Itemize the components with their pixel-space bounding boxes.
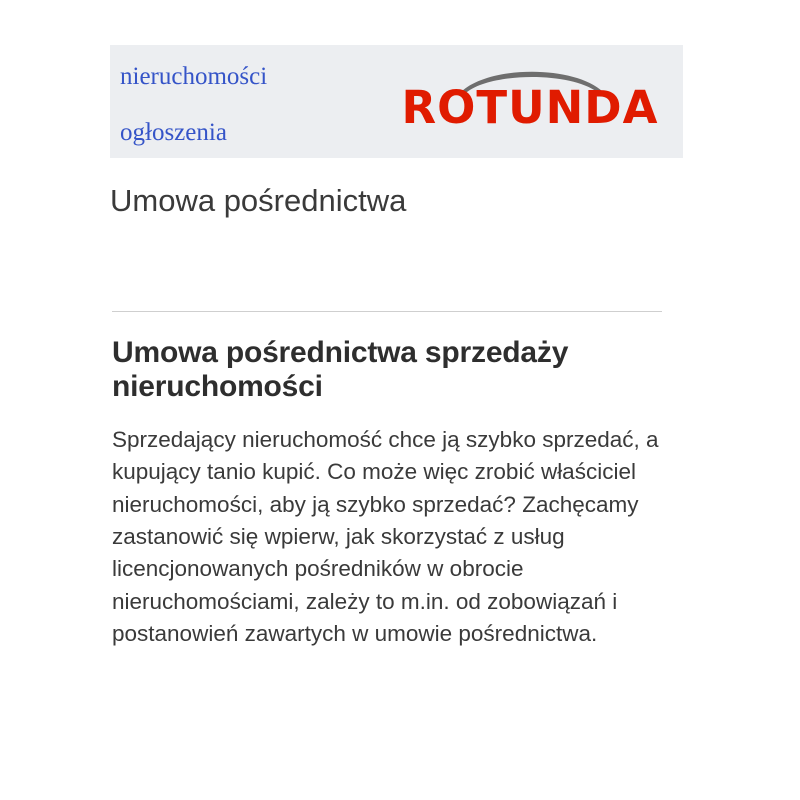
article [112, 336, 672, 651]
logo-wordmark: ROTUNDA [401, 81, 659, 134]
section-divider [112, 311, 662, 312]
site-logo[interactable] [395, 61, 665, 145]
article-heading: Umowa pośrednictwa sprzedaży nieruchomości [112, 336, 569, 403]
site-header [110, 45, 683, 158]
nav-link-nieruchomosci[interactable]: nieruchomości [120, 63, 268, 90]
article-body: Sprzedający nieruchomość chce ją szybko sprzedać, a kupujący tanio kupić. Co może więc zrobić właściciel nieruchomości, aby ją szybko sprzedać? Zachęcamy zastanowić się wpierw, jak skorzystać z usług licencjonowanych pośredników w obrocie nieruchomościami, zależy to m.in. od zobowiązań i postanowień zawartych w umowie pośrednictwa. [112, 426, 659, 647]
nav-link-ogloszenia[interactable]: ogłoszenia [120, 118, 227, 146]
primary-nav [120, 55, 380, 146]
page-title: Umowa pośrednictwa [110, 183, 407, 218]
